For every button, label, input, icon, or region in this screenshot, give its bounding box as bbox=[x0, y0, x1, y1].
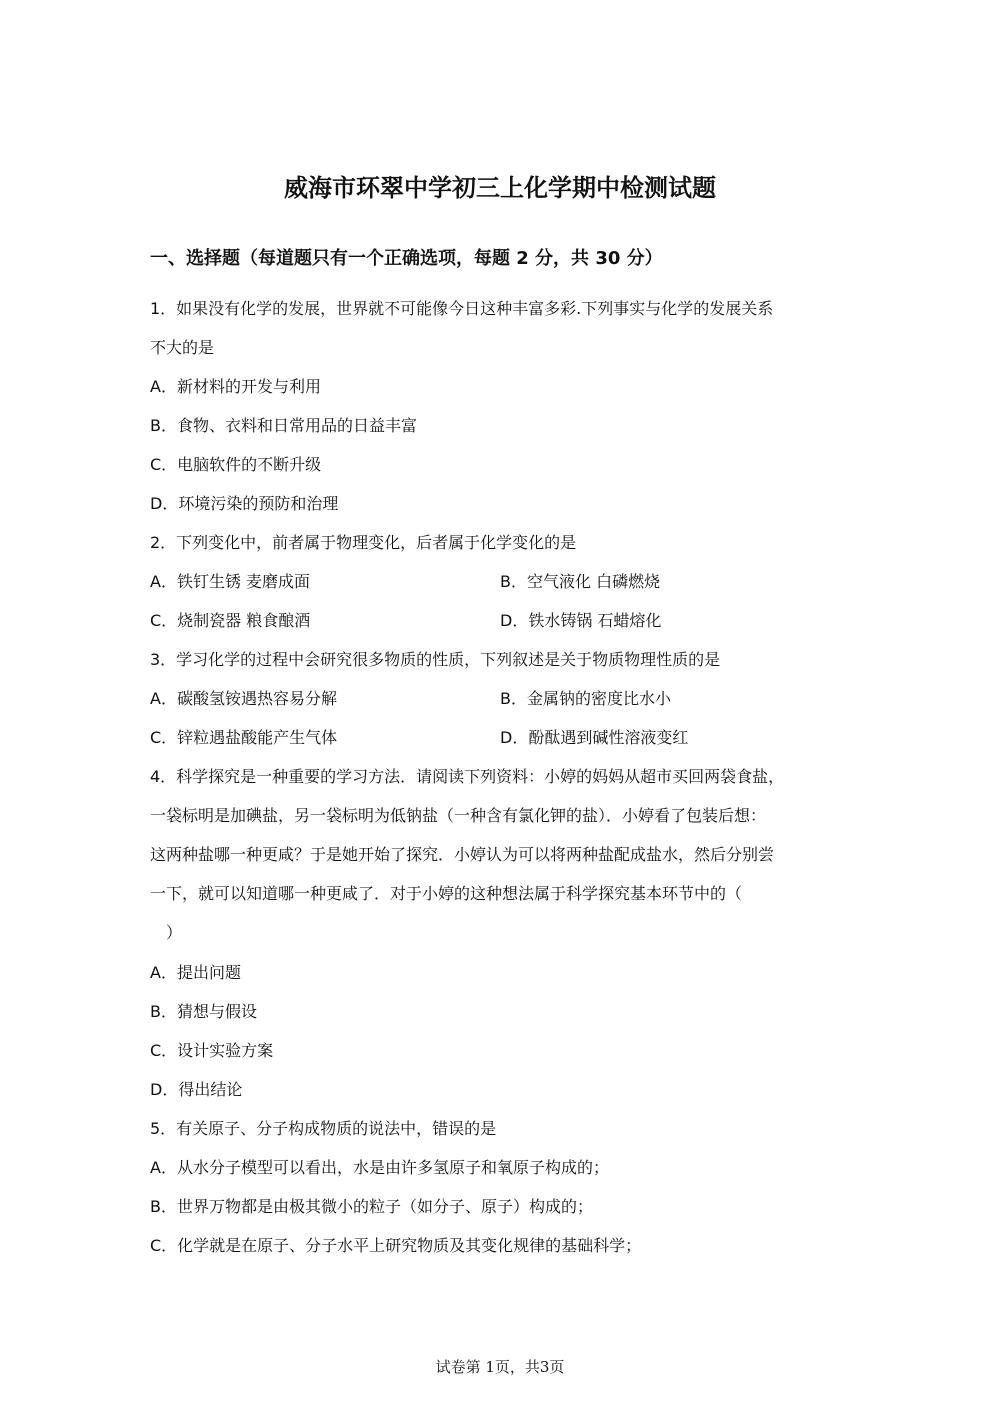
question-5-stem: 5．有关原子、分子构成物质的说法中，错误的是 bbox=[150, 1119, 497, 1138]
question-3-stem: 3．学习化学的过程中会研究很多物质的性质，下列叙述是关于物质物理性质的是 bbox=[150, 650, 721, 669]
question-3-option-d: D．酚酞遇到碱性溶液变红 bbox=[500, 728, 689, 747]
question-4-stem-line1: 4．科学探究是一种重要的学习方法．请阅读下列资料：小婷的妈妈从超市买回两袋食盐， bbox=[150, 767, 785, 786]
question-1-option-b: B．食物、衣料和日常用品的日益丰富 bbox=[150, 416, 417, 435]
question-4-stem-line5: ） bbox=[166, 923, 183, 942]
question-1-option-a: A．新材料的开发与利用 bbox=[150, 377, 321, 396]
question-2-option-b: B．空气液化 白磷燃烧 bbox=[500, 572, 661, 591]
section-heading: 一、选择题（每道题只有一个正确选项，每题 2 分，共 30 分） bbox=[150, 248, 663, 269]
question-3-option-c: C．锌粒遇盐酸能产生气体 bbox=[150, 728, 338, 747]
question-4-option-c: C．设计实验方案 bbox=[150, 1041, 274, 1060]
page-footer: 试卷第 1页，共3页 bbox=[435, 1358, 565, 1376]
question-2-option-d: D．铁水铸锅 石蜡熔化 bbox=[500, 611, 662, 630]
question-5-option-b: B．世界万物都是由极其微小的粒子（如分子、原子）构成的； bbox=[150, 1197, 593, 1216]
question-1-stem-line1: 1．如果没有化学的发展，世界就不可能像今日这种丰富多彩.下列事实与化学的发展关系 bbox=[150, 299, 774, 318]
question-5-option-c: C．化学就是在原子、分子水平上研究物质及其变化规律的基础科学； bbox=[150, 1236, 642, 1255]
question-1-option-d: D．环境污染的预防和治理 bbox=[150, 494, 339, 513]
question-2-stem: 2．下列变化中，前者属于物理变化，后者属于化学变化的是 bbox=[150, 533, 577, 552]
question-4-option-d: D．得出结论 bbox=[150, 1080, 243, 1099]
question-2-option-a: A．铁钉生锈 麦磨成面 bbox=[150, 572, 311, 591]
question-1-stem-line2: 不大的是 bbox=[150, 338, 215, 357]
question-1-option-c: C．电脑软件的不断升级 bbox=[150, 455, 322, 474]
question-3-option-b: B．金属钠的密度比水小 bbox=[500, 689, 671, 708]
question-4-stem-line2: 一袋标明是加碘盐，另一袋标明为低钠盐（一种含有氯化钾的盐）．小婷看了包装后想： bbox=[150, 806, 767, 825]
question-5-option-a: A．从水分子模型可以看出，水是由许多氢原子和氧原子构成的； bbox=[150, 1158, 609, 1177]
question-2-option-c: C．烧制瓷器 粮食酿酒 bbox=[150, 611, 311, 630]
question-4-option-b: B．猜想与假设 bbox=[150, 1002, 257, 1021]
question-4-option-a: A．提出问题 bbox=[150, 963, 241, 982]
question-4-stem-line3: 这两种盐哪一种更咸？于是她开始了探究．小婷认为可以将两种盐配成盐水，然后分别尝 bbox=[150, 845, 775, 864]
question-4-stem-line4: 一下，就可以知道哪一种更咸了．对于小婷的这种想法属于科学探究基本环节中的（ bbox=[150, 884, 743, 903]
question-3-option-a: A．碳酸氢铵遇热容易分解 bbox=[150, 689, 337, 708]
document-title: 威海市环翠中学初三上化学期中检测试题 bbox=[284, 174, 716, 202]
